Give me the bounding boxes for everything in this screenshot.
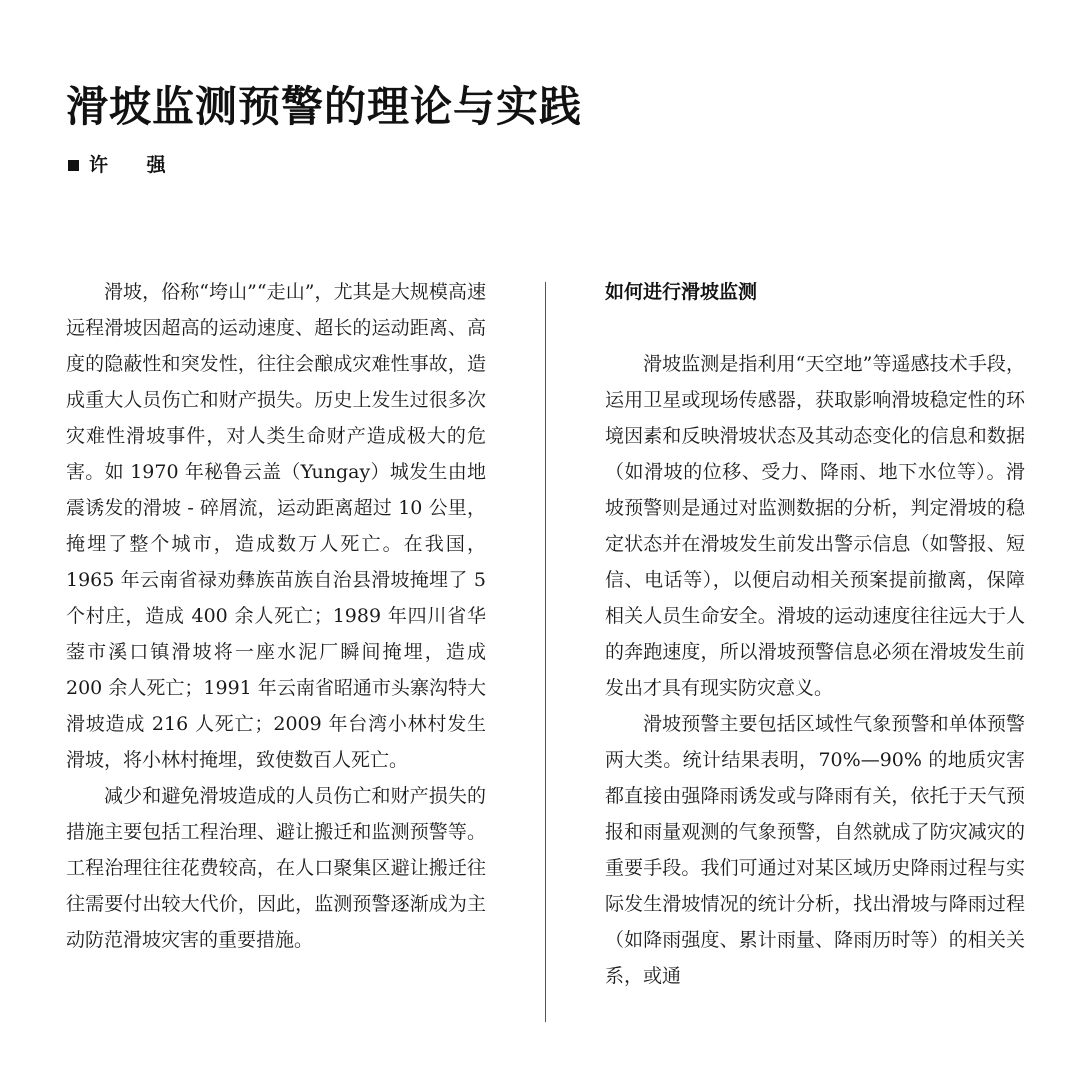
paragraph: 滑坡监测是指利用“天空地”等遥感技术手段，运用卫星或现场传感器，获取影响滑坡稳定性的环境因素和反映滑坡状态及其动态变化的信息和数据（如滑坡的位移、受力、降雨、地下水位等）。滑坡预警则是通过对监测数据的分析，判定滑坡的稳定状态并在滑坡发生前发出警示信息（如警报、短信、电话等），以便启动相关预案提前撤离，保障相关人员生命安全。滑坡的运动速度往往远大于人的奔跑速度，所以滑坡预警信息必须在滑坡发生前发出才具有现实防灾意义。 (605, 353, 1025, 699)
column-divider (545, 282, 546, 1022)
square-bullet-icon (68, 160, 79, 171)
paragraph: 减少和避免滑坡造成的人员伤亡和财产损失的措施主要包括工程治理、避让搬迁和监测预警等。工程治理往往花费较高，在人口聚集区避让搬迁往往需要付出较大代价，因此，监测预警逐渐成为主动防范滑坡灾害的重要措施。 (66, 785, 486, 951)
section-heading: 如何进行滑坡监测 (605, 281, 758, 303)
paragraph: 滑坡预警主要包括区域性气象预警和单体预警两大类。统计结果表明，70%—90% 的地质灾害都直接由强降雨诱发或与降雨有关，依托于天气预报和雨量观测的气象预警，自然就成了防灾减灾的重要手段。我们可通过对某区域历史降雨过程与实际发生滑坡情况的统计分析，找出滑坡与降雨过程（如降雨强度、累计雨量、降雨历时等）的相关关系，或通 (605, 713, 1025, 987)
article-title: 滑坡监测预警的理论与实践 (66, 82, 583, 131)
author-line (68, 151, 182, 179)
author-name: 许 强 (89, 154, 182, 176)
paragraph: 滑坡，俗称“垮山”“走山”，尤其是大规模高速远程滑坡因超高的运动速度、超长的运动距离、高度的隐蔽性和突发性，往往会酿成灾难性事故，造成重大人员伤亡和财产损失。历史上发生过很多次灾难性滑坡事件，对人类生命财产造成极大的危害。如 1970 年秘鲁云盖（Yungay）城发生由地震诱发的滑坡 - 碎屑流，运动距离超过 10 公里，掩埋了整个城市，造成数万人死亡。在我国，1965 年云南省禄劝彝族苗族自治县滑坡掩埋了 5 个村庄，造成 400 余人死亡；1989 年四川省华蓥市溪口镇滑坡将一座水泥厂瞬间掩埋，造成 200 余人死亡；1991 年云南省昭通市头寨沟特大滑坡造成 216 人死亡；2009 年台湾小林村发生滑坡，将小林村掩埋，致使数百人死亡。 (66, 281, 486, 771)
left-column (66, 274, 486, 958)
right-column (605, 274, 1025, 994)
